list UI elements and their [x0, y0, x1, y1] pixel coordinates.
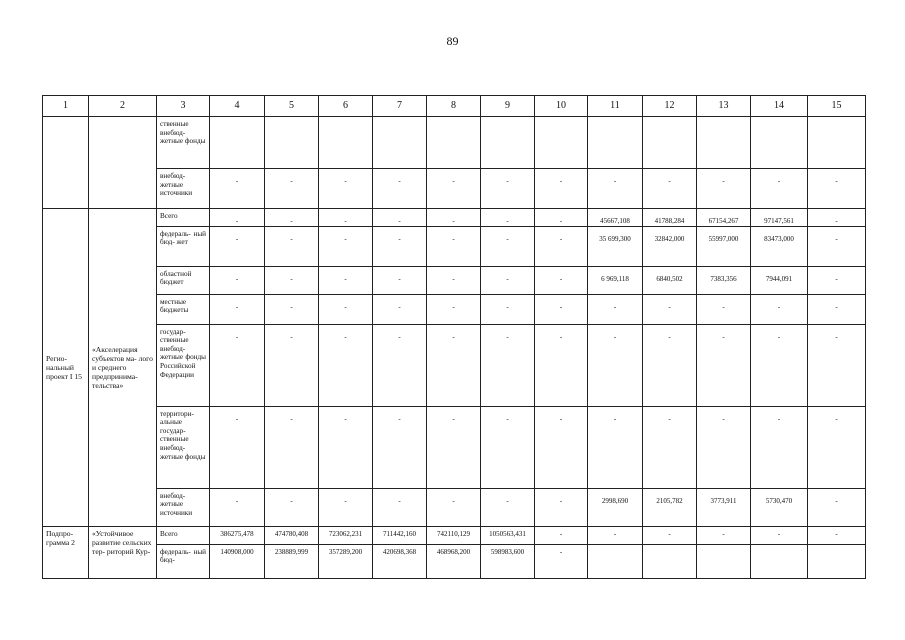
value-cell	[751, 544, 808, 578]
funding-source-label: территори- альные государ- ственные внебюд- жетные фонды	[157, 406, 210, 488]
value-cell: 2105,782	[643, 488, 697, 526]
column-header: 5	[265, 96, 319, 117]
funding-source-label: областной бюджет	[157, 266, 210, 294]
value-cell: -	[808, 526, 866, 544]
value-cell: -	[265, 406, 319, 488]
value-cell: -	[481, 226, 535, 266]
value-cell: -	[427, 226, 481, 266]
value-cell: -	[808, 209, 866, 227]
value-cell: 723062,231	[319, 526, 373, 544]
column-header: 6	[319, 96, 373, 117]
table-row	[43, 294, 866, 324]
value-cell: -	[535, 544, 588, 578]
value-cell: -	[427, 324, 481, 406]
table-row	[43, 488, 866, 526]
funding-source-label: ственные внебюд- жетные фонды	[157, 117, 210, 169]
value-cell: -	[808, 266, 866, 294]
value-cell: -	[535, 526, 588, 544]
column-header: 9	[481, 96, 535, 117]
value-cell: -	[808, 324, 866, 406]
value-cell: -	[697, 406, 751, 488]
value-cell: -	[808, 226, 866, 266]
value-cell: -	[265, 226, 319, 266]
value-cell: -	[373, 406, 427, 488]
value-cell: 468968,200	[427, 544, 481, 578]
value-cell: -	[751, 324, 808, 406]
value-cell: 35 699,300	[588, 226, 643, 266]
column-header: 11	[588, 96, 643, 117]
group-code-cell: Подпро- грамма 2	[43, 526, 89, 578]
table-row	[43, 406, 866, 488]
table-row	[43, 117, 866, 169]
value-cell: -	[588, 406, 643, 488]
value-cell	[643, 544, 697, 578]
value-cell: -	[643, 406, 697, 488]
table-row	[43, 226, 866, 266]
value-cell: -	[319, 266, 373, 294]
value-cell: 238889,999	[265, 544, 319, 578]
value-cell: -	[373, 209, 427, 227]
value-cell: 386275,478	[210, 526, 265, 544]
funding-source-label: местные бюджеты	[157, 294, 210, 324]
value-cell: -	[373, 266, 427, 294]
value-cell: -	[535, 324, 588, 406]
value-cell: 711442,160	[373, 526, 427, 544]
value-cell: -	[210, 406, 265, 488]
value-cell: -	[319, 488, 373, 526]
value-cell	[481, 117, 535, 169]
value-cell: -	[697, 526, 751, 544]
column-header: 7	[373, 96, 427, 117]
value-cell: -	[481, 209, 535, 227]
column-header: 10	[535, 96, 588, 117]
value-cell: -	[808, 169, 866, 209]
value-cell: 140908,000	[210, 544, 265, 578]
value-cell: 41788,284	[643, 209, 697, 227]
column-header: 15	[808, 96, 866, 117]
value-cell: 6 969,118	[588, 266, 643, 294]
value-cell: -	[481, 488, 535, 526]
value-cell: -	[373, 169, 427, 209]
value-cell: -	[751, 406, 808, 488]
value-cell	[751, 117, 808, 169]
column-header: 1	[43, 96, 89, 117]
value-cell: -	[373, 294, 427, 324]
value-cell	[265, 117, 319, 169]
column-header: 12	[643, 96, 697, 117]
value-cell: 474780,408	[265, 526, 319, 544]
value-cell: -	[588, 324, 643, 406]
value-cell: -	[481, 294, 535, 324]
value-cell: -	[210, 226, 265, 266]
value-cell: 7383,356	[697, 266, 751, 294]
value-cell	[427, 117, 481, 169]
value-cell: -	[643, 324, 697, 406]
group-code-cell: Регио- нальный проект I 15	[43, 209, 89, 527]
value-cell: -	[588, 169, 643, 209]
funding-source-label: федераль- ный бюд- жет	[157, 226, 210, 266]
value-cell: -	[427, 266, 481, 294]
value-cell: -	[643, 526, 697, 544]
value-cell	[808, 544, 866, 578]
value-cell	[319, 117, 373, 169]
value-cell: -	[535, 266, 588, 294]
value-cell	[210, 117, 265, 169]
page-number: 89	[446, 34, 459, 48]
value-cell: -	[643, 294, 697, 324]
value-cell: -	[535, 169, 588, 209]
funding-source-label: федераль- ный бюд-	[157, 544, 210, 578]
value-cell	[643, 117, 697, 169]
value-cell: 5730,470	[751, 488, 808, 526]
value-cell: 3773,911	[697, 488, 751, 526]
value-cell	[588, 544, 643, 578]
value-cell: -	[697, 169, 751, 209]
value-cell: -	[210, 209, 265, 227]
column-header: 8	[427, 96, 481, 117]
value-cell: -	[265, 169, 319, 209]
value-cell: -	[319, 209, 373, 227]
value-cell: -	[808, 294, 866, 324]
value-cell: -	[535, 209, 588, 227]
value-cell: -	[697, 324, 751, 406]
value-cell: -	[643, 169, 697, 209]
value-cell: -	[535, 406, 588, 488]
funding-source-label: государ- ственные внебюд- жетные фонды Российской Федерации	[157, 324, 210, 406]
funding-source-label: Всего	[157, 209, 210, 227]
value-cell: -	[210, 266, 265, 294]
value-cell: -	[697, 294, 751, 324]
value-cell: -	[808, 406, 866, 488]
value-cell: -	[427, 406, 481, 488]
budget-table	[42, 95, 866, 579]
value-cell	[808, 117, 866, 169]
table-row	[43, 266, 866, 294]
group-name-cell	[89, 117, 157, 209]
group-name-cell: «Акселерация субъектов ма- лого и среднего предпринима- тельства»	[89, 209, 157, 527]
value-cell: 598983,600	[481, 544, 535, 578]
value-cell: 32842,000	[643, 226, 697, 266]
value-cell: -	[481, 169, 535, 209]
value-cell: 83473,000	[751, 226, 808, 266]
value-cell: 6840,502	[643, 266, 697, 294]
value-cell	[535, 117, 588, 169]
value-cell	[697, 117, 751, 169]
column-header: 2	[89, 96, 157, 117]
value-cell: -	[373, 226, 427, 266]
value-cell: -	[427, 169, 481, 209]
value-cell: -	[265, 209, 319, 227]
value-cell: -	[481, 324, 535, 406]
value-cell: 357289,200	[319, 544, 373, 578]
value-cell: -	[373, 324, 427, 406]
value-cell: 420698,368	[373, 544, 427, 578]
table-row	[43, 169, 866, 209]
value-cell: 97147,561	[751, 209, 808, 227]
header-row	[43, 96, 866, 117]
value-cell: -	[319, 294, 373, 324]
value-cell	[697, 544, 751, 578]
value-cell: 55997,000	[697, 226, 751, 266]
value-cell: -	[210, 488, 265, 526]
value-cell: -	[319, 226, 373, 266]
value-cell: -	[210, 324, 265, 406]
value-cell: -	[427, 488, 481, 526]
budget-table-container	[42, 95, 865, 579]
value-cell: -	[751, 169, 808, 209]
value-cell: -	[751, 526, 808, 544]
group-name-cell: «Устойчивое развитие сельских тер- риторий Кур-	[89, 526, 157, 578]
funding-source-label: Всего	[157, 526, 210, 544]
value-cell: 67154,267	[697, 209, 751, 227]
funding-source-label: внебюд- жетные источники	[157, 488, 210, 526]
value-cell: 742110,129	[427, 526, 481, 544]
column-header: 3	[157, 96, 210, 117]
value-cell: -	[588, 526, 643, 544]
value-cell: -	[427, 209, 481, 227]
value-cell: -	[319, 406, 373, 488]
table-row	[43, 209, 866, 227]
value-cell: -	[265, 488, 319, 526]
value-cell: -	[265, 266, 319, 294]
table-row	[43, 544, 866, 578]
value-cell: 7944,091	[751, 266, 808, 294]
group-code-cell	[43, 117, 89, 209]
table-row	[43, 526, 866, 544]
value-cell: -	[319, 169, 373, 209]
value-cell: 1050563,431	[481, 526, 535, 544]
value-cell: -	[265, 294, 319, 324]
value-cell: -	[808, 488, 866, 526]
value-cell: -	[588, 294, 643, 324]
funding-source-label: внебюд- жетные источники	[157, 169, 210, 209]
value-cell: -	[210, 294, 265, 324]
value-cell: -	[535, 226, 588, 266]
value-cell: -	[373, 488, 427, 526]
value-cell: 2998,690	[588, 488, 643, 526]
column-header: 4	[210, 96, 265, 117]
value-cell: -	[427, 294, 481, 324]
value-cell	[373, 117, 427, 169]
value-cell: -	[210, 169, 265, 209]
table-row	[43, 324, 866, 406]
value-cell: -	[535, 488, 588, 526]
column-header: 13	[697, 96, 751, 117]
value-cell: -	[535, 294, 588, 324]
column-header: 14	[751, 96, 808, 117]
value-cell: -	[481, 406, 535, 488]
value-cell: -	[319, 324, 373, 406]
value-cell: -	[751, 294, 808, 324]
value-cell: 45667,108	[588, 209, 643, 227]
value-cell: -	[265, 324, 319, 406]
value-cell: -	[481, 266, 535, 294]
value-cell	[588, 117, 643, 169]
